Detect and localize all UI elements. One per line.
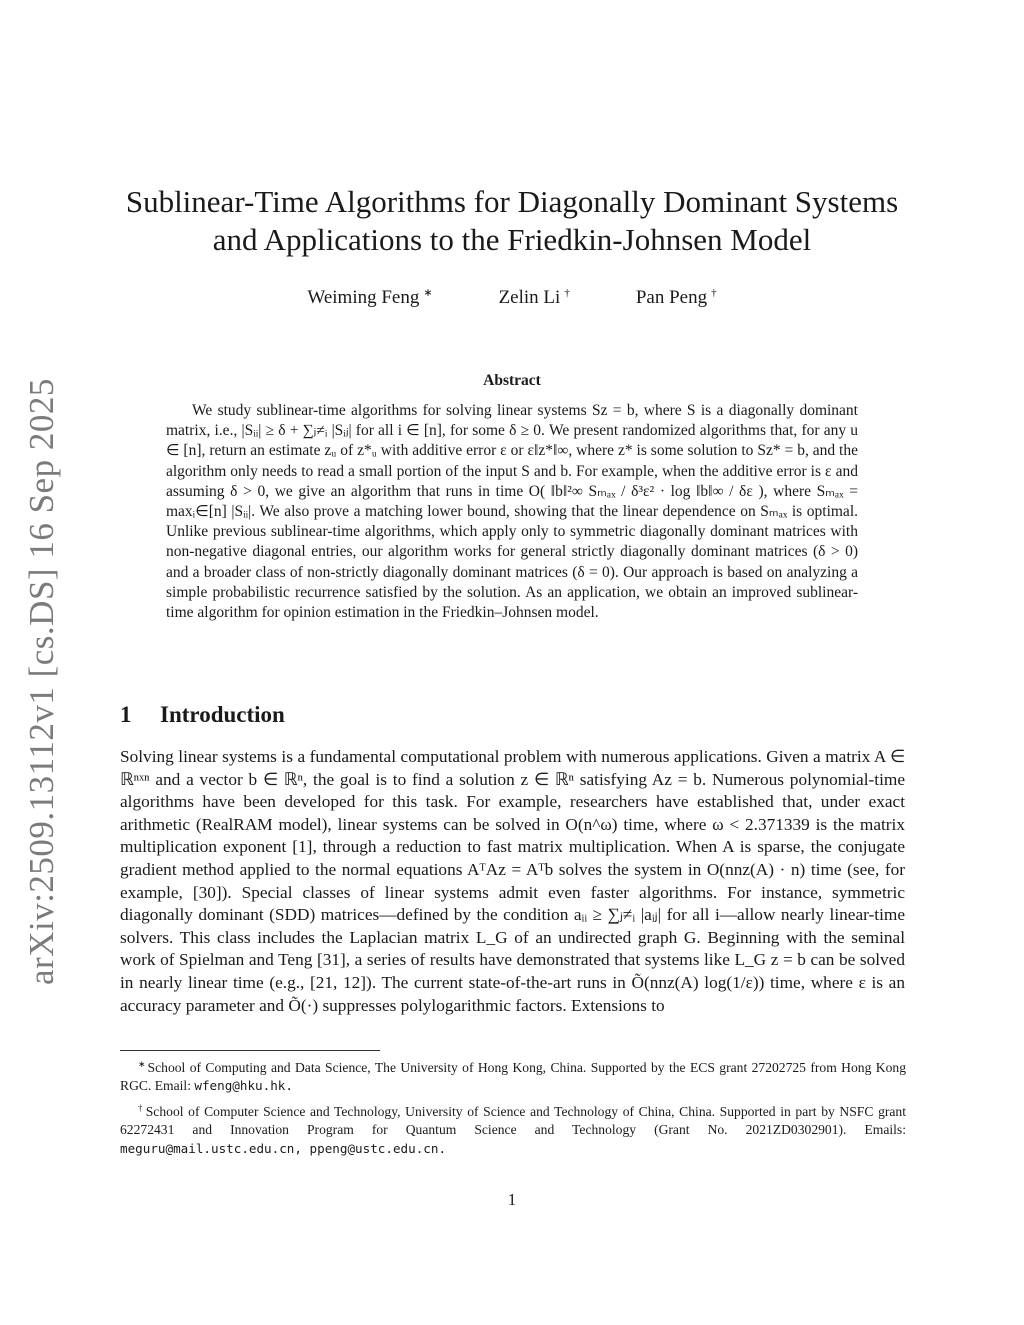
footnote-email[interactable]: wfeng@hku.hk.: [194, 1078, 293, 1094]
section-number: 1: [120, 702, 132, 727]
section-heading: [120, 700, 904, 730]
author: [307, 280, 432, 311]
paper-title: Sublinear-Time Algorithms for Diagonally Dominant Systems and Applications to the Friedkin-Johnsen Model: [125, 184, 899, 257]
abstract-text: We study sublinear-time algorithms for solving linear systems Sz = b, where S is a diagonally dominant matrix, i.e., |Sᵢᵢ| ≥ δ + ∑ⱼ≠ᵢ |Sᵢⱼ| for all i ∈ [n], for some δ ≥ 0. We present randomized algorithms that, for any u ∈ [n], return an estimate zᵤ of z*ᵤ with additive error ε or ε‖z*‖∞, where z* is some solution to Sz* = b, and the algorithm only needs to read a small portion of the input S and b. For example, when the additive error is ε and assuming δ > 0, we give an algorithm that runs in time O( ‖b‖²∞ Sₘₐₓ / δ³ε² · log ‖b‖∞ / δε ), where Sₘₐₓ = maxᵢ∈[n] |Sᵢᵢ|. We also prove a matching lower bound, showing that the linear dependence on Sₘₐₓ is optimal. Unlike previous sublinear-time algorithms, which apply only to symmetric diagonally dominant matrices with non-negative diagonal entries, our algorithm works for general strictly diagonally dominant matrices (δ > 0) and a broader class of non-strictly diagonally dominant matrices (δ = 0). Our approach is based on analyzing a simple probabilistic recurrence satisfied by the solution. As an application, we obtain an improved sublinear-time algorithm for opinion estimation in the Friedkin–Johnsen model.: [166, 402, 858, 622]
author-name: Weiming Feng: [307, 287, 420, 308]
footnote-mark: †: [138, 1102, 144, 1113]
footnote-mark: ∗: [138, 1059, 146, 1069]
footnote: [120, 1055, 906, 1096]
section-title: Introduction: [160, 702, 285, 727]
author-footnote-mark: †: [564, 287, 570, 299]
author: [636, 280, 717, 311]
author: [499, 280, 570, 311]
author-footnote-mark: †: [711, 287, 717, 299]
footnote-email[interactable]: meguru@mail.ustc.edu.cn, ppeng@ustc.edu.cn.: [120, 1140, 447, 1156]
footnotes: [120, 1055, 906, 1161]
body-paragraph: Solving linear systems is a fundamental computational problem with numerous applications. Given a matrix A ∈ ℝⁿˣⁿ and a vector b ∈ ℝⁿ, the goal is to find a solution z ∈ ℝⁿ satisfying Az = b. Numerous polynomial-time algorithms have been developed for this task. For example, researchers have established that, under exact arithmetic (RealRAM model), linear systems can be solved in O(n^ω) time, where ω < 2.371339 is the matrix multiplication exponent [1], through a reduction to fast matrix multiplication. When A is sparse, the conjugate gradient method applied to the normal equations AᵀAz = Aᵀb solves the system in O(nnz(A) · n) time (see, for example, [30]). Special classes of linear systems admit even faster algorithms. For instance, symmetric diagonally dominant (SDD) matrices—defined by the condition aᵢᵢ ≥ ∑ⱼ≠ᵢ |aᵢⱼ| for all i—allow nearly linear-time solvers. This class includes the Laplacian matrix L_G of an undirected graph G. Beginning with the seminal work of Spielman and Teng [31], a series of results have demonstrated that systems like L_G z = b can be solved in nearly linear time (e.g., [21, 12]). The current state-of-the-art runs in Õ(nnz(A) log(1/ε)) time, where ε is an accuracy parameter and Õ(·) suppresses polylogarithmic factors. Extensions to: [120, 747, 905, 1015]
footnote-text: School of Computer Science and Technology, University of Science and Technology of China, China. Supported in part by NSFC grant 62272431 and Innovation Program for Quantum Science and Technology (Grant No. 2021ZD0302901). Emails:: [120, 1103, 906, 1138]
footnote: [120, 1099, 906, 1158]
arxiv-stamp: arXiv:2509.13112v1 [cs.DS] 16 Sep 2025: [22, 378, 61, 985]
author-footnote-mark: ∗: [423, 287, 433, 299]
page-number: 1: [507, 1190, 517, 1209]
author-name: Zelin Li: [498, 287, 561, 308]
author-name: Pan Peng: [635, 287, 708, 308]
abstract-heading: Abstract: [483, 372, 541, 389]
footnote-rule: [120, 1050, 380, 1051]
footnote-text: School of Computing and Data Science, The University of Hong Kong, China. Supported by the ECS grant 27202725 from Hong Kong RGC. Email:: [120, 1060, 906, 1094]
author-list: [110, 280, 914, 311]
